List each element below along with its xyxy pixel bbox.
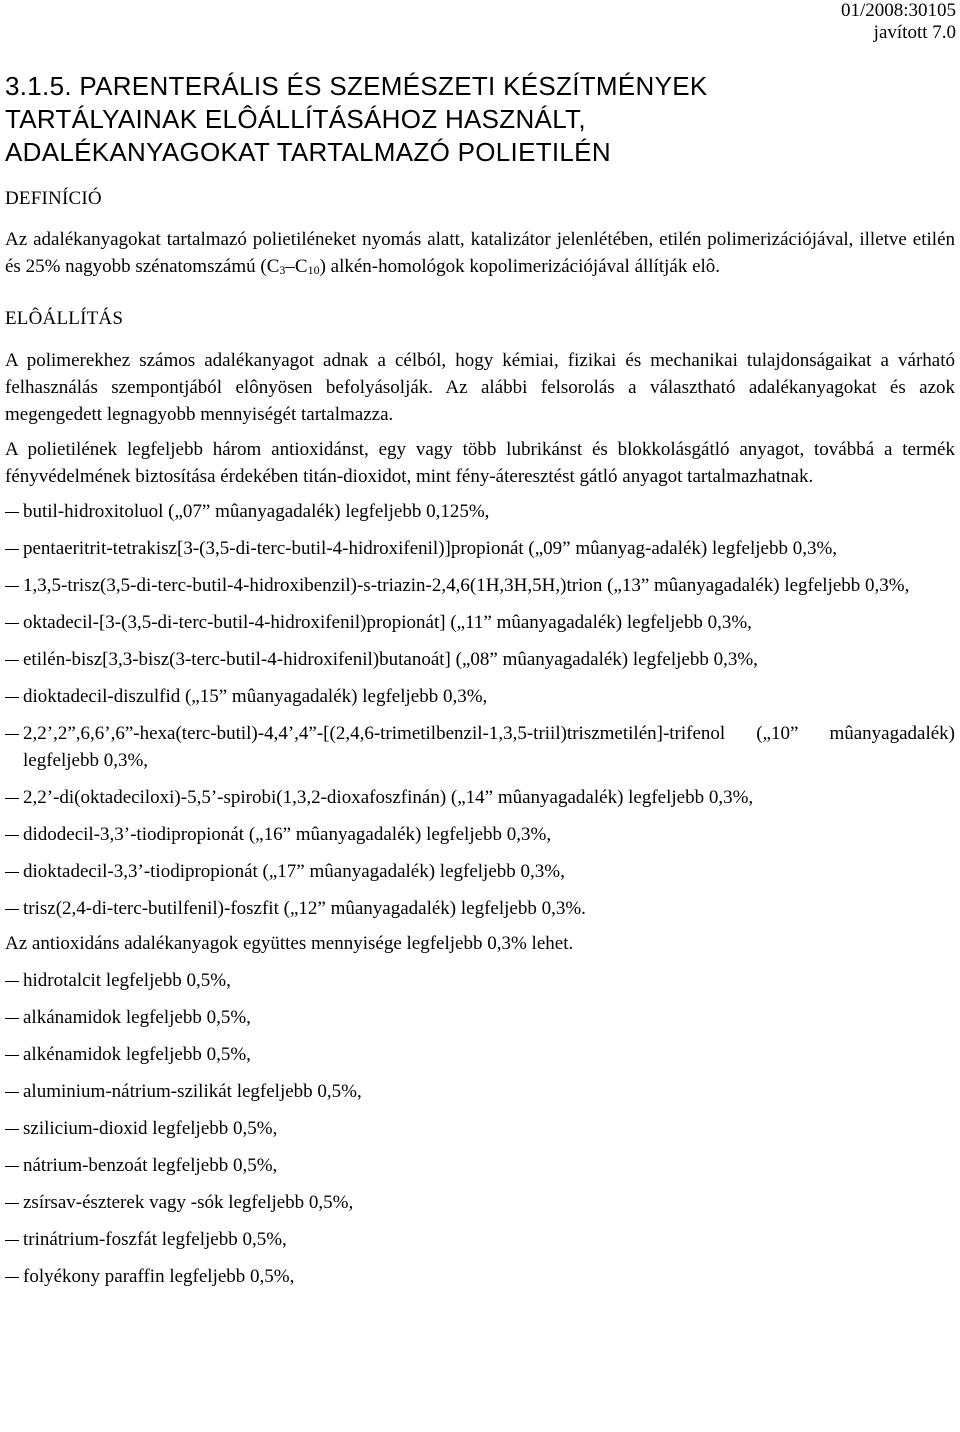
antioxidant-item: [5, 498, 955, 525]
additive-item: [5, 967, 955, 994]
antioxidant-item: [5, 609, 955, 636]
antioxidant-item-text: dioktadecil-diszulfid („15” mûanyagadalék) legfeljebb 0,3%,: [23, 686, 488, 707]
additive-item: [5, 1078, 955, 1105]
production-intro-paragraph: A polimerekhez számos adalékanyagot adnak a célból, hogy kémiai, fizikai és mechanikai tulajdonságaikat a várható felhasználás szempontjából elônyösen befolyásolják. Az alábbi felsorolás a választható adalékanyagokat és azok megengedett legnagyobb mennyiségét tartalmazza.: [5, 350, 955, 425]
document-page: [5, 0, 955, 1300]
production-additives-paragraph: A polietilének legfeljebb három antioxidánst, egy vagy több lubrikánst és blokkolásgátló anyagot, továbbá a termék fényvédelmének biztosítása érdekében titán-dioxidot, mint fény-áteresztést gátló anyagot tartalmazhatnak.: [5, 439, 955, 487]
additive-item-text: hidrotalcit legfeljebb 0,5%,: [23, 970, 231, 991]
antioxidant-item-text: 1,3,5-trisz(3,5-di-terc-butil-4-hidroxibenzil)-s-triazin-2,4,6(1H,3H,5H,)trion („13” mûanyagadalék) legfeljebb 0,3%,: [23, 575, 910, 596]
additive-item: [5, 1041, 955, 1068]
other-additive-list: [5, 967, 955, 1290]
antioxidant-item-text: 2,2’,2”,6,6’,6”-hexa(terc-butil)-4,4’,4”-[(2,4,6-trimetilbenzil-1,3,5-triil)triszmetilén]-trifenol („10” mûanyagadalék) legfeljebb 0,3%,: [23, 723, 955, 771]
antioxidant-item: [5, 858, 955, 885]
additive-item-text: trinátrium-foszfát legfeljebb 0,5%,: [23, 1229, 287, 1250]
document-title: [5, 70, 955, 169]
production-heading: ELÔÁLLÍTÁS: [5, 308, 124, 329]
antioxidant-item-text: 2,2’-di(oktadeciloxi)-5,5’-spirobi(1,3,2-dioxafoszfinán) („14” mûanyagadalék) legfeljebb 0,3%,: [23, 787, 754, 808]
antioxidant-item-text: pentaeritrit-tetrakisz[3-(3,5-di-terc-butil-4-hidroxifenil)]propionát („09” mûanyag-adalék) legfeljebb 0,3%,: [23, 538, 838, 559]
antioxidant-item: [5, 720, 955, 774]
additive-item: [5, 1226, 955, 1253]
additive-item-text: aluminium-nátrium-szilikát legfeljebb 0,5%,: [23, 1081, 362, 1102]
title-line-1: 3.1.5. PARENTERÁLIS ÉS SZEMÉSZETI KÉSZÍTMÉNYEK: [5, 71, 708, 101]
additive-item: [5, 1189, 955, 1216]
antioxidant-item-text: etilén-bisz[3,3-bisz(3-terc-butil-4-hidroxifenil)butanoát] („08” mûanyagadalék) legfeljebb 0,3%,: [23, 649, 758, 670]
additive-item: [5, 1004, 955, 1031]
antioxidant-item: [5, 646, 955, 673]
antioxidant-item: [5, 821, 955, 848]
additive-item-text: szilicium-dioxid legfeljebb 0,5%,: [23, 1118, 278, 1139]
antioxidant-item-text: trisz(2,4-di-terc-butilfenil)-foszfit („12” mûanyagadalék) legfeljebb 0,3%.: [23, 898, 586, 919]
additive-item: [5, 1115, 955, 1142]
additive-item-text: folyékony paraffin legfeljebb 0,5%,: [23, 1266, 295, 1287]
antioxidant-item-text: dioktadecil-3,3’-tiodipropionát („17” mûanyagadalék) legfeljebb 0,3%,: [23, 861, 565, 882]
additive-item: [5, 1263, 955, 1290]
antioxidant-total-note: Az antioxidáns adalékanyagok együttes mennyisége legfeljebb 0,3% lehet.: [5, 933, 574, 954]
definition-heading: DEFINÍCIÓ: [5, 188, 102, 209]
monograph-number: 01/2008:30105: [840, 0, 956, 21]
antioxidant-item-text: didodecil-3,3’-tiodipropionát („16” mûanyagadalék) legfeljebb 0,3%,: [23, 824, 552, 845]
revision-label: javított 7.0: [873, 22, 956, 43]
antioxidant-item: [5, 572, 955, 599]
additive-item-text: alkánamidok legfeljebb 0,5%,: [23, 1007, 251, 1028]
antioxidant-item: [5, 683, 955, 710]
definition-paragraph: Az adalékanyagokat tartalmazó polietiléneket nyomás alatt, katalizátor jelenlétében, etilén polimerizációjával, illetve etilén és 25% nagyobb szénatomszámú $(C_3-C_{10})$ alkén-homológok kopolimerizációjával állítják elô.: [5, 229, 955, 277]
additive-item-text: nátrium-benzoát legfeljebb 0,5%,: [23, 1155, 278, 1176]
antioxidant-list: [5, 498, 955, 922]
antioxidant-item-text: oktadecil-[3-(3,5-di-terc-butil-4-hidroxifenil)propionát] („11” mûanyagadalék) legfeljebb 0,3%,: [23, 612, 752, 633]
antioxidant-item-text: butil-hidroxitoluol („07” mûanyagadalék) legfeljebb 0,125%,: [23, 501, 490, 522]
additive-item-text: zsírsav-észterek vagy -sók legfeljebb 0,5%,: [23, 1192, 354, 1213]
antioxidant-item: [5, 895, 955, 922]
title-line-2: TARTÁLYAINAK ELÔÁLLÍTÁSÁHOZ HASZNÁLT,: [5, 104, 586, 134]
antioxidant-item: [5, 784, 955, 811]
additive-item-text: alkénamidok legfeljebb 0,5%,: [23, 1044, 251, 1065]
additive-item: [5, 1152, 955, 1179]
antioxidant-item: [5, 535, 955, 562]
title-line-3: ADALÉKANYAGOKAT TARTALMAZÓ POLIETILÉN: [5, 137, 611, 167]
